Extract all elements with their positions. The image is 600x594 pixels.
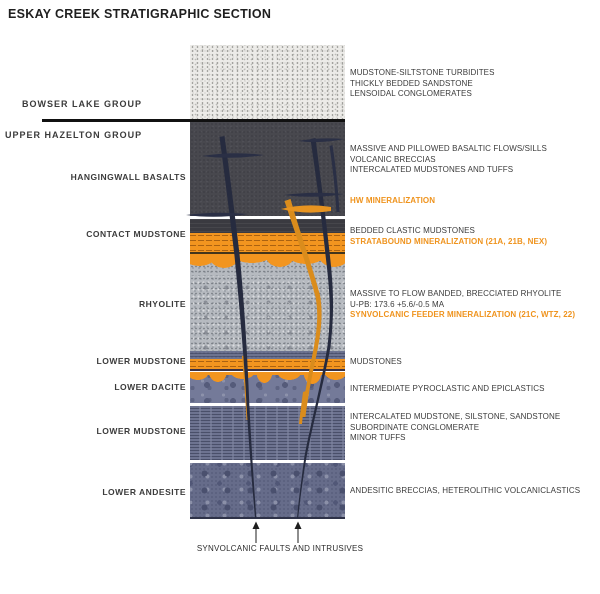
annotation-line: BEDDED CLASTIC MUDSTONES <box>350 226 475 235</box>
fault-arrow-right <box>295 522 302 544</box>
strat-column <box>190 45 345 519</box>
annotation-line: SYNVOLCANIC FEEDER MINERALIZATION (21C, WTZ, 22) <box>350 310 576 320</box>
label-bowser-lake-group: BOWSER LAKE GROUP <box>22 99 143 109</box>
annotation-line: MUDSTONES <box>350 357 402 366</box>
annotation-line: MINOR TUFFS <box>350 433 406 443</box>
annotation-line: STRATABOUND MINERALIZATION (21A, 21B, NEX) <box>350 236 548 246</box>
layer-hangingwall-basalts <box>190 122 345 216</box>
annotation-line: THICKLY BEDDED SANDSTONE <box>350 78 473 88</box>
layer-lower-andesite <box>190 463 345 519</box>
annotation-hw-mineralization <box>350 196 435 207</box>
annotation-rhyolite <box>350 289 575 321</box>
annotation-line: MUDSTONE-SILTSTONE TURBIDITES <box>350 68 495 77</box>
label-hangingwall-basalts: HANGINGWALL BASALTS <box>70 172 186 182</box>
dacite-orange-patches <box>190 372 345 386</box>
label-contact-mudstone: CONTACT MUDSTONE <box>86 229 186 239</box>
annotation-lower-dacite <box>350 384 545 395</box>
annotation-line: LENSOIDAL CONGLOMERATES <box>350 89 472 99</box>
annotation-basalts <box>350 144 547 176</box>
label-lower-mudstone-2: LOWER MUDSTONE <box>96 426 186 436</box>
annotation-lower-andesite <box>350 486 580 497</box>
label-upper-hazelton-group: UPPER HAZELTON GROUP <box>5 130 143 140</box>
annotation-line: HW MINERALIZATION <box>350 196 436 205</box>
annotation-bowser <box>350 68 495 100</box>
page-title: ESKAY CREEK STRATIGRAPHIC SECTION <box>8 7 272 21</box>
layer-lower-dacite <box>190 372 345 403</box>
layer-contact-mudstone-mineralized <box>190 233 345 254</box>
layer-stratabound-transition <box>190 254 345 276</box>
annotation-line: INTERCALATED MUDSTONE, SILSTONE, SANDSTONE <box>350 412 561 421</box>
layer-lower-mudstone-1 <box>190 351 345 359</box>
fault-arrow-left <box>253 522 260 544</box>
layer-bedded-clastic-mudstones <box>190 219 345 233</box>
annotation-line: MASSIVE TO FLOW BANDED, BRECCIATED RHYOLITE <box>350 289 562 298</box>
layer-bowser-lake-group <box>190 45 345 119</box>
layer-rhyolite <box>190 276 345 351</box>
annotation-contact <box>350 226 547 247</box>
annotation-line: MASSIVE AND PILLOWED BASALTIC FLOWS/SILLS <box>350 144 547 153</box>
annotation-lower-mudstone-1 <box>350 357 402 368</box>
annotation-lower-mudstone-2 <box>350 412 560 444</box>
label-rhyolite: RHYOLITE <box>139 299 186 309</box>
annotation-line: SUBORDINATE CONGLOMERATE <box>350 422 480 432</box>
annotation-line: U-PB: 173.6 +5.6/-0.5 MA <box>350 299 445 309</box>
layer-lower-mudstone-2 <box>190 406 345 460</box>
layer-lower-mudstone-mineralized <box>190 359 345 371</box>
faults-caption: SYNVOLCANIC FAULTS AND INTRUSIVES <box>196 544 364 553</box>
label-lower-dacite: LOWER DACITE <box>114 382 186 392</box>
label-lower-mudstone-1: LOWER MUDSTONE <box>96 356 186 366</box>
label-lower-andesite: LOWER ANDESITE <box>102 487 186 497</box>
annotation-line: ANDESITIC BRECCIAS, HETEROLITHIC VOLCANICLASTICS <box>350 486 581 495</box>
annotation-line: INTERMEDIATE PYROCLASTIC AND EPICLASTICS <box>350 384 545 393</box>
annotation-line: INTERCALATED MUDSTONES AND TUFFS <box>350 165 514 175</box>
annotation-line: VOLCANIC BRECCIAS <box>350 154 436 164</box>
